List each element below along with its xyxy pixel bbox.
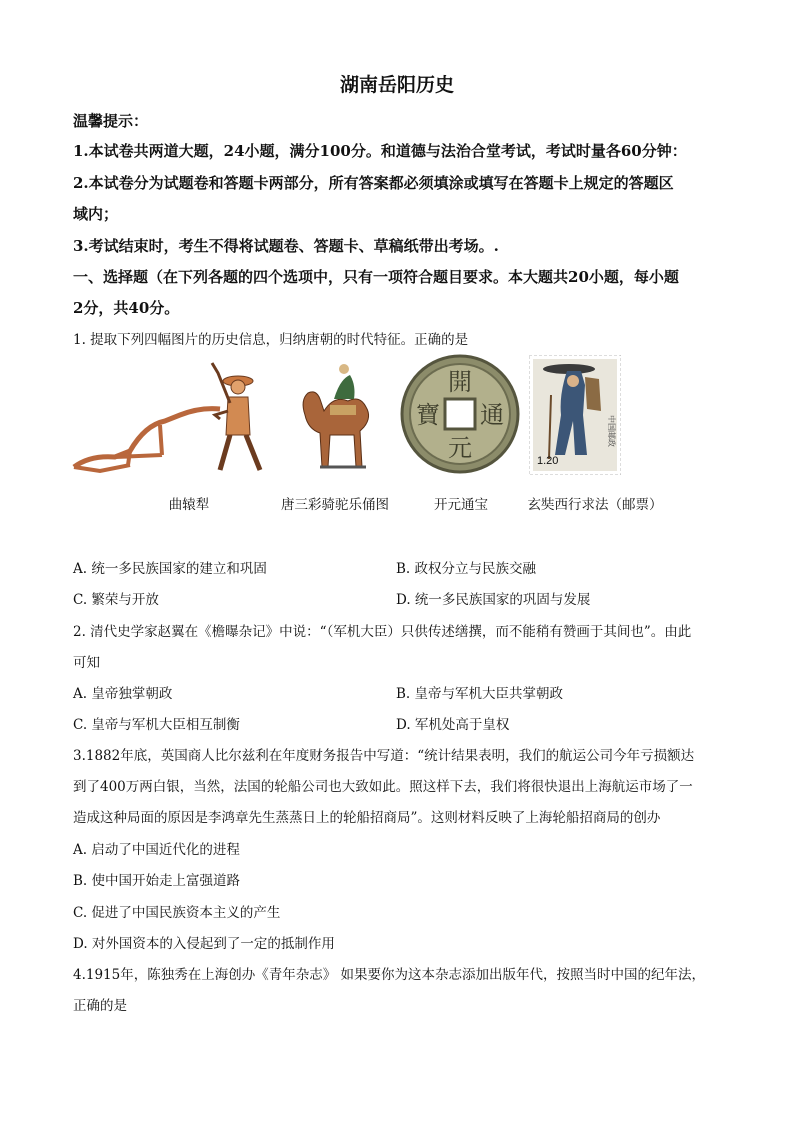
image-caption: 唐三彩骑驼乐俑图 bbox=[281, 497, 389, 513]
coin-char-right: 通 bbox=[480, 401, 504, 429]
coin-char-top: 開 bbox=[448, 368, 472, 396]
option-d[interactable]: D. 对外国资本的入侵起到了一定的抵制作用 bbox=[73, 936, 335, 952]
stamp-value: 1.20 bbox=[537, 455, 559, 467]
image-caption: 开元通宝 bbox=[434, 497, 488, 513]
stamp-icon bbox=[529, 355, 621, 475]
option-d[interactable]: D. 军机处高于皇权 bbox=[396, 717, 510, 733]
camel-figurine-icon bbox=[290, 355, 380, 480]
coin-char-bottom: 元 bbox=[448, 434, 472, 462]
notice-line: 3.考试结束时，考生不得将试题卷、答题卡、草稿纸带出考场。. bbox=[73, 237, 499, 255]
coin-icon bbox=[400, 352, 520, 477]
option-b[interactable]: B. 使中国开始走上富强道路 bbox=[73, 873, 241, 889]
question-3-stem-cont: 到了400万两白银，当然，法国的轮船公司也大致如此。照这样下去，我们将很快退出上海航运市场了一 bbox=[73, 779, 693, 795]
option-b[interactable]: B. 政权分立与民族交融 bbox=[396, 561, 537, 577]
option-c[interactable]: C. 促进了中国民族资本主义的产生 bbox=[73, 905, 281, 921]
notice-heading: 温馨提示： bbox=[73, 112, 149, 130]
question-1-stem: 1. 提取下列四幅图片的历史信息，归纳唐朝的时代特征。正确的是 bbox=[73, 332, 469, 348]
image-caption: 曲辕犁 bbox=[168, 497, 210, 513]
stamp-country-text: 中国邮政 bbox=[607, 415, 616, 447]
section-heading: 一、选择题（在下列各题的四个选项中，只有一项符合题目要求。本大题共20小题，每小题 bbox=[73, 268, 679, 286]
question-3-stem: 3.1882年底，英国商人比尔兹利在年度财务报告中写道：“统计结果表明，我们的航运公司今年亏损额达 bbox=[73, 748, 695, 764]
option-c[interactable]: C. 皇帝与军机大臣相互制衡 bbox=[73, 717, 240, 733]
notice-line: 2.本试卷分为试题卷和答题卡两部分，所有答案都必须填涂或填写在答题卡上规定的答题区 bbox=[73, 174, 674, 192]
option-c[interactable]: C. 繁荣与开放 bbox=[73, 592, 159, 608]
question-4-stem-cont: 正确的是 bbox=[73, 998, 127, 1014]
option-b[interactable]: B. 皇帝与军机大臣共掌朝政 bbox=[396, 686, 564, 702]
notice-line: 1.本试卷共两道大题，24小题，满分100分。和道德与法治合堂考试，考试时量各60分钟： bbox=[73, 142, 687, 160]
coin-char-left: 寶 bbox=[416, 401, 440, 429]
notice-line: 域内； bbox=[73, 205, 119, 223]
option-a[interactable]: A. 皇帝独掌朝政 bbox=[73, 686, 173, 702]
option-d[interactable]: D. 统一多民族国家的巩固与发展 bbox=[396, 592, 591, 608]
plow-icon bbox=[70, 355, 270, 480]
question-2-stem-cont: 可知 bbox=[73, 655, 100, 671]
option-a[interactable]: A. 启动了中国近代化的进程 bbox=[73, 842, 240, 858]
page-title: 湖南岳阳历史 bbox=[339, 74, 454, 96]
question-3-stem-cont: 造成这种局面的原因是李鸿章先生蒸蒸日上的轮船招商局”。这则材料反映了上海轮船招商局的创办 bbox=[73, 810, 661, 826]
section-heading-cont: 2分，共40分。 bbox=[73, 299, 180, 317]
question-2-stem: 2. 清代史学家赵翼在《檐曝杂记》中说：“（军机大臣）只供传述缮撰，而不能稍有赞画于其间也”。由此 bbox=[73, 624, 692, 640]
image-caption: 玄奘西行求法（邮票） bbox=[527, 497, 663, 513]
option-a[interactable]: A. 统一多民族国家的建立和巩固 bbox=[73, 561, 267, 577]
question-4-stem: 4.1915年，陈独秀在上海创办《青年杂志》 如果要你为这本杂志添加出版年代，按照当时中国的纪年法， bbox=[73, 967, 706, 983]
